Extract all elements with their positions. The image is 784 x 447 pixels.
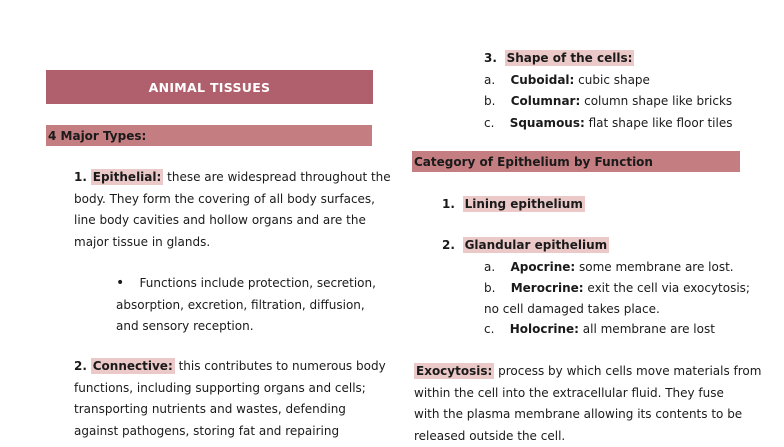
shape-heading-line	[484, 48, 774, 70]
functions-line-2: absorption, excretion, filtration, diffusion,	[116, 295, 376, 317]
category-heading: Category of Epithelium by Function	[414, 155, 653, 169]
shape-heading: Shape of the cells:	[505, 50, 635, 66]
epithelial-line-1	[74, 167, 374, 189]
merocrine-term: Merocrine:	[511, 281, 584, 295]
apocrine-letter: a.	[484, 260, 495, 274]
holocrine-desc: all membrane are lost	[579, 322, 715, 336]
epithelial-term: Epithelial:	[91, 169, 164, 185]
exocytosis-line-3: with the plasma membrane allowing its contents to be	[414, 404, 774, 426]
glandular-term: Glandular epithelium	[463, 237, 610, 253]
lining-item	[442, 194, 585, 216]
title-banner	[46, 70, 373, 104]
lining-number: 1.	[442, 197, 455, 211]
exocytosis-text-1: process by which cells move materials from	[494, 364, 761, 378]
merocrine-letter: b.	[484, 281, 495, 295]
connective-line-1	[74, 356, 374, 378]
connective-line-4: against pathogens, storing fat and repairing	[74, 421, 374, 443]
functions-text-1: Functions include protection, secretion,	[140, 276, 376, 290]
connective-term: Connective:	[91, 358, 175, 374]
apocrine-item	[484, 257, 734, 279]
functions-line-3: and sensory reception.	[116, 316, 376, 338]
exocytosis-term: Exocytosis:	[414, 363, 494, 379]
shape-item-letter: c.	[484, 116, 494, 130]
page-title: ANIMAL TISSUES	[149, 80, 271, 95]
apocrine-desc: some membrane are lost.	[575, 260, 733, 274]
epithelial-text-1: these are widespread throughout the	[163, 170, 390, 184]
shape-item-squamous	[484, 113, 774, 135]
shape-item-letter: b.	[484, 94, 495, 108]
exocytosis-line-2: within the cell into the extracellular fluid. They fuse	[414, 383, 774, 405]
lining-term: Lining epithelium	[463, 196, 585, 212]
connective-line-2: functions, including supporting organs and cells;	[74, 378, 374, 400]
holocrine-term: Holocrine:	[510, 322, 579, 336]
bullet-dot-icon: •	[116, 275, 124, 291]
shape-number: 3.	[484, 51, 497, 65]
epithelial-line-3: line body cavities and hollow organs and are the	[74, 210, 374, 232]
functions-line-1	[116, 273, 376, 295]
connective-number: 2.	[74, 359, 87, 373]
epithelial-number: 1.	[74, 170, 87, 184]
exocytosis-line-4: released outside the cell.	[414, 426, 774, 447]
shape-item-desc: flat shape like floor tiles	[585, 116, 733, 130]
glandular-number: 2.	[442, 238, 455, 252]
shape-item-desc: column shape like bricks	[580, 94, 732, 108]
epithelial-line-2: body. They form the covering of all body surfaces,	[74, 189, 374, 211]
merocrine-item	[484, 278, 750, 300]
shape-item-desc: cubic shape	[574, 73, 650, 87]
shape-item-cuboidal	[484, 70, 774, 92]
category-bar	[412, 151, 740, 172]
functions-bullet	[116, 273, 376, 338]
major-types-bar	[46, 125, 372, 146]
shape-item-term: Squamous:	[510, 116, 585, 130]
connective-block	[74, 356, 374, 442]
shape-block	[484, 48, 774, 134]
epithelial-line-4: major tissue in glands.	[74, 232, 374, 254]
exocytosis-line-1	[414, 361, 774, 383]
shape-item-term: Columnar:	[511, 94, 581, 108]
exocytosis-block	[414, 361, 774, 447]
shape-item-term: Cuboidal:	[510, 73, 574, 87]
shape-item-letter: a.	[484, 73, 495, 87]
glandular-item	[442, 235, 609, 257]
epithelial-block	[74, 167, 374, 253]
major-types-heading: 4 Major Types:	[48, 129, 146, 143]
connective-text-1: this contributes to numerous body	[175, 359, 386, 373]
holocrine-letter: c.	[484, 322, 494, 336]
connective-line-3: transporting nutrients and wastes, defending	[74, 399, 374, 421]
merocrine-desc: exit the cell via exocytosis;	[584, 281, 750, 295]
shape-item-columnar	[484, 91, 774, 113]
holocrine-item	[484, 319, 715, 341]
apocrine-term: Apocrine:	[510, 260, 575, 274]
merocrine-cont: no cell damaged takes place.	[484, 299, 660, 321]
